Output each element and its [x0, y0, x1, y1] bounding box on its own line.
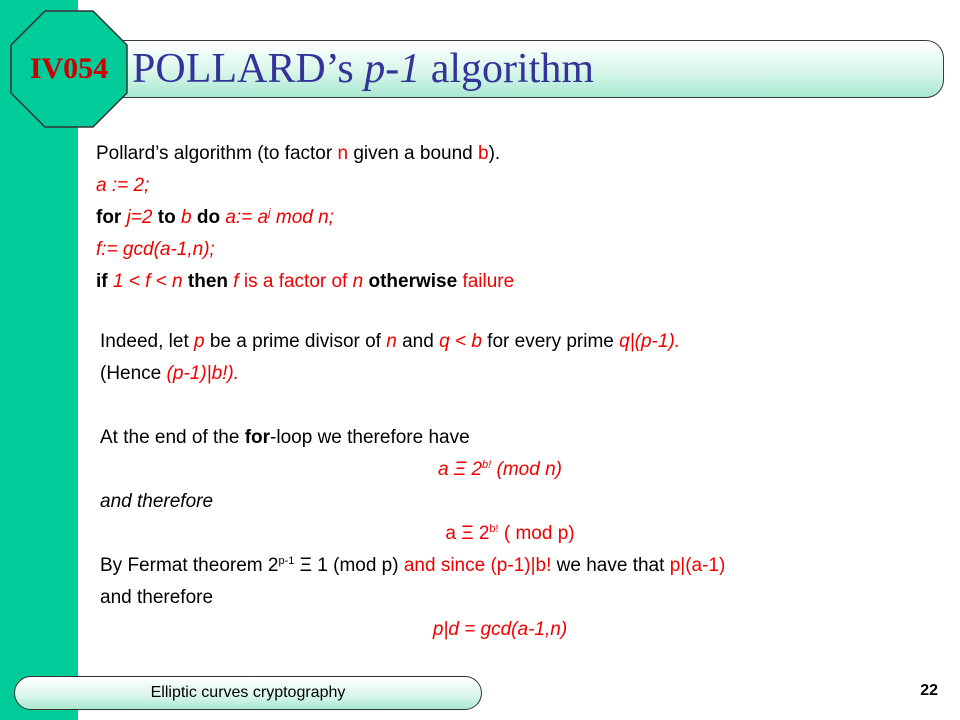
algorithm-intro: Pollard’s algorithm (to factor n given a bound b). — [96, 143, 501, 164]
proof-line-3: At the end of the for-loop we therefore have — [100, 427, 470, 448]
proof-and-therefore-2: and therefore — [100, 587, 214, 608]
algorithm-line-loop: for j=2 to b do a:= $a^j$ mod n; — [96, 207, 334, 228]
equation-1: a Ξ $2^{b!}$ (mod n) — [438, 459, 562, 480]
algorithm-block — [96, 138, 514, 298]
algorithm-line-init: a := 2; — [96, 175, 150, 196]
equation-2: a Ξ $2^{b!}$ ( mod p) — [445, 523, 575, 544]
proof-line-1: Indeed, let p be a prime divisor of n and q < b for every prime q|(p-1). — [100, 331, 681, 352]
proof-block — [100, 326, 900, 646]
proof-and-therefore-1: and therefore — [100, 491, 214, 512]
fermat-line: By Fermat theorem 2$^{p-1}$ Ξ 1 (mod p) and since (p-1)|b! we have that p|(a-1) — [100, 555, 726, 576]
proof-line-2: (Hence (p-1)|b!). — [100, 363, 240, 384]
page-title: POLLARD’s p-1 algorithm — [132, 46, 595, 92]
algorithm-line-gcd: f:= gcd(a-1,n); — [96, 239, 215, 260]
footer-course-name: Elliptic curves cryptography — [150, 684, 346, 701]
page-number: 22 — [920, 682, 938, 699]
algorithm-line-if: if 1 < f < n then f is a factor of n otherwise failure — [96, 271, 515, 292]
equation-3: p|d = gcd(a-1,n) — [432, 619, 568, 640]
course-code: IV054 — [29, 52, 109, 85]
